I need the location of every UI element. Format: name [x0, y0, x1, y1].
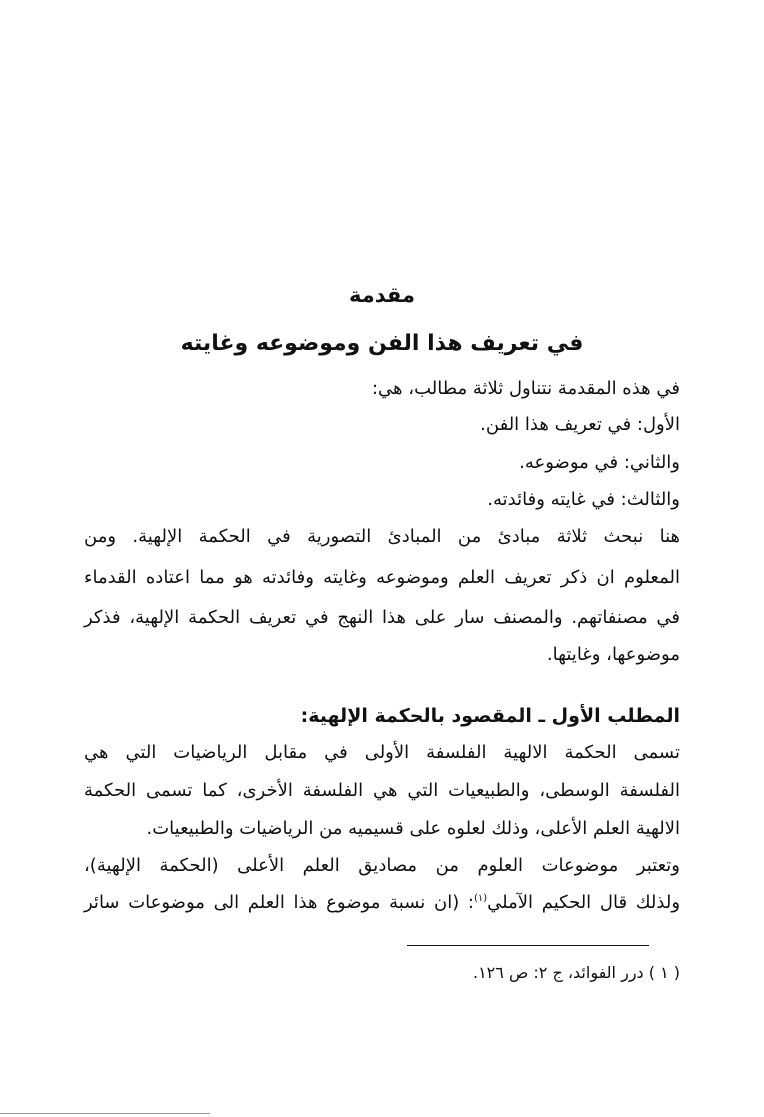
- footnote-divider: [407, 945, 649, 946]
- paragraph-line: الالهية العلم الأعلى، وذلك لعلوه على قسيميه من الرياضيات والطبيعيات.: [146, 818, 680, 839]
- page-subtitle: في تعريف هذا الفن وموضوعه وغايته: [180, 331, 584, 356]
- paragraph-line: الفلسفة الوسطى، والطبيعيات التي هي الفلسفة الأخرى، كما تسمى الحكمة: [84, 780, 680, 801]
- paragraph-line: المعلوم ان ذكر تعريف العلم وموضوعه وغايته وفائدته هو مما اعتاده القدماء: [84, 567, 680, 588]
- paragraph-text: ولذلك قال الحكيم الآملي: [487, 892, 681, 913]
- footnote-text: ( ١ ) درر الفوائد، ج ٢: ص ١٢٦.: [472, 963, 680, 982]
- paragraph-line: موضوعها، وغايتها.: [546, 644, 680, 665]
- paragraph-text: : (ان نسبة موضوع هذا العلم الى موضوعات سائر: [84, 892, 474, 913]
- paragraph-line: في مصنفاتهم. والمصنف سار على هذا النهج في تعريف الحكمة الإلهية، فذكر: [84, 607, 680, 628]
- intro-line: والثالث: في غايته وفائدته.: [487, 489, 680, 510]
- page-title: مقدمة: [349, 283, 415, 307]
- scan-edge-line: [0, 1113, 210, 1114]
- footnote-marker[interactable]: (١): [473, 893, 488, 904]
- section-heading: المطلب الأول ـ المقصود بالحكمة الإلهية:: [300, 705, 680, 727]
- paragraph-line: [84, 888, 680, 918]
- paragraph-line: وتعتبر موضوعات العلوم من مصاديق العلم الأعلى (الحكمة الإلهية)،: [84, 855, 680, 876]
- intro-line: الأول: في تعريف هذا الفن.: [480, 414, 680, 435]
- intro-line: في هذه المقدمة نتناول ثلاثة مطالب، هي:: [371, 378, 680, 399]
- intro-line: والثاني: في موضوعه.: [519, 452, 680, 473]
- paragraph-line: تسمى الحكمة الالهية الفلسفة الأولى في مقابل الرياضيات التي هي: [84, 742, 680, 763]
- paragraph-line: هنا نبحث ثلاثة مبادئ من المبادئ التصورية في الحكمة الإلهية. ومن: [84, 526, 680, 547]
